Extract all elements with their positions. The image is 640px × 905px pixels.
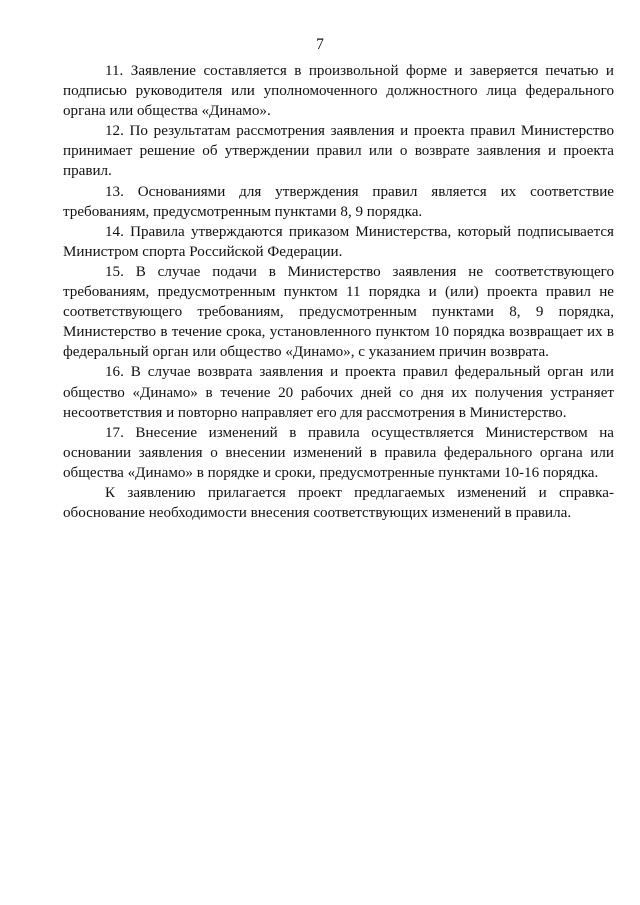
paragraph-14: 14. Правила утверждаются приказом Министерства, который подписывается Министром спорта Российской Федерации.	[63, 223, 614, 260]
paragraph-17: 17. Внесение изменений в правила осуществляется Министерством на основании заявления о внесении изменений в правила федерального органа или общества «Динамо» в порядке и сроки, предусмотренные пунктами 10-16 порядка.	[63, 424, 614, 481]
page-number: 7	[316, 36, 324, 53]
paragraph-16: 16. В случае возврата заявления и проекта правил федеральный орган или общество «Динамо» в течение 20 рабочих дней со дня их получения устраняет несоответствия и повторно направляет его для рассмотрения в Министерство.	[63, 364, 614, 421]
paragraph-13: 13. Основаниями для утверждения правил является их соответствие требованиям, предусмотренным пунктами 8, 9 порядка.	[63, 183, 614, 220]
document-body	[63, 61, 614, 523]
paragraph-12: 12. По результатам рассмотрения заявления и проекта правил Министерство принимает решение об утверждении правил или о возврате заявления и проекта правил.	[63, 123, 614, 180]
paragraph-15: 15. В случае подачи в Министерство заявления не соответствующего требованиям, предусмотренным пунктом 11 порядка и (или) проекта правил не соответствующего требованиям, предусмотренным пунктами 8, 9 порядка, Министерство в течение срока, установленного пунктом 10 порядка возвращает их в федеральный орган или общество «Динамо», с указанием причин возврата.	[63, 263, 614, 361]
paragraph-attachment: К заявлению прилагается проект предлагаемых изменений и справка-обоснование необходимости внесения соответствующих изменений в правила.	[63, 484, 614, 522]
paragraph-11: 11. Заявление составляется в произвольной форме и заверяется печатью и подписью руководителя или уполномоченного должностного лица федерального органа или общества «Динамо».	[63, 63, 614, 120]
